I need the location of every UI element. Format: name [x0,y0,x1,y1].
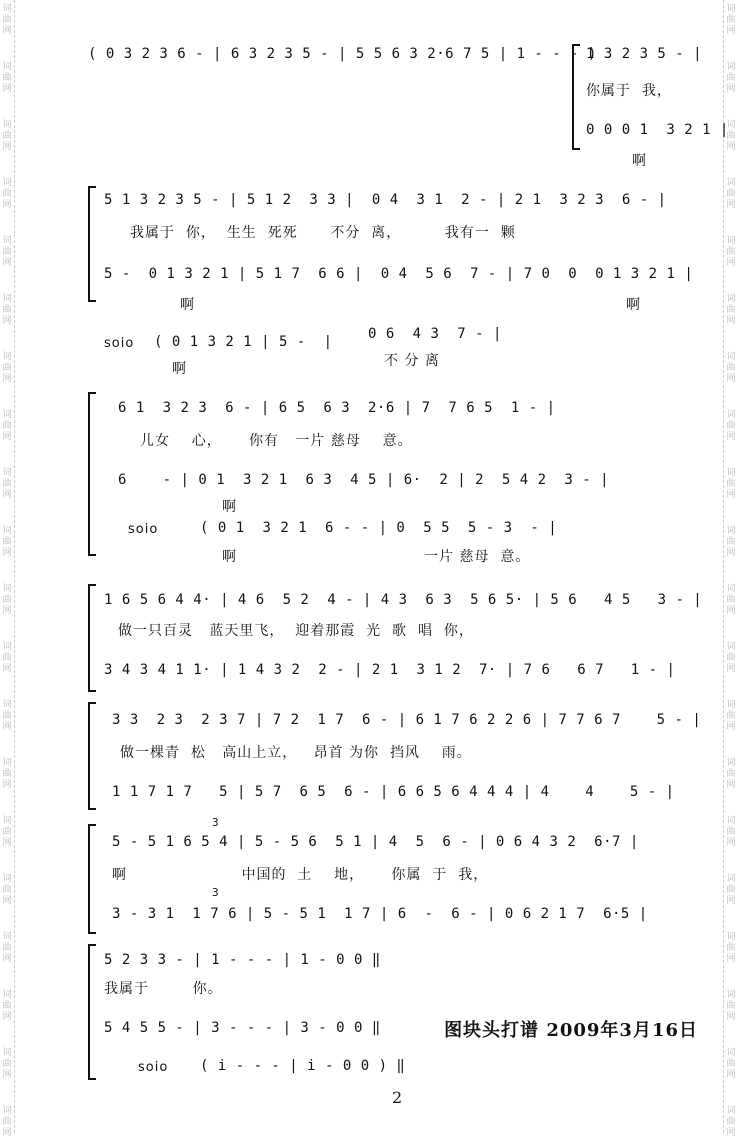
lyrics-line: 啊 中国的 土 地， 你属 于 我， [112,867,489,883]
watermark-text: 词 曲 网 [2,700,12,732]
score-brace [88,392,96,556]
lyrics-line: 啊 [180,297,195,313]
score-line-v2: 0 0 0 1 3 2 1 | [586,122,729,138]
lyrics-line: 啊 [172,361,187,377]
score-line-v2: 6 - | 0 1 3 2 1 6 3 4 5 | 6· 2 | 2 5 4 2 3 - | [118,472,610,488]
watermark-text: 词 曲 网 [2,758,12,790]
watermark-text: 词 曲 网 [726,1048,736,1080]
lyrics-line: 你属于 我， [586,83,672,99]
watermark-text: 词 曲 网 [726,700,736,732]
score-line-solo: ( i - - - | i - 0 0 ) ‖ [200,1058,406,1074]
watermark-text: 词 曲 网 [2,468,12,500]
arranger-signature: 图块头打谱 2009年3月16日 [444,1020,698,1041]
score-line-v2: 5 4 5 5 - | 3 - - - | 3 - 0 0 ‖ [104,1020,381,1036]
watermark-text: 词 曲 网 [2,1048,12,1080]
watermark-text: 词 曲 网 [2,178,12,210]
watermark-text: 词 曲 网 [726,120,736,152]
lyrics-line: 啊 [632,153,647,169]
score-line-solo: ( 0 1 3 2 1 6 - - | 0 5 5 5 - 3 - | [200,520,558,536]
solo-label: soio [104,336,135,351]
watermark-text: 词 曲 网 [726,4,736,36]
lyrics-line: 啊 [626,297,641,313]
watermark-text: 词 曲 网 [726,294,736,326]
watermark-text: 词 曲 网 [2,120,12,152]
triplet-mark: 3 [212,886,220,899]
score-line-v1: 1 6 5 6 4 4· | 4 6 5 2 4 - | 4 3 6 3 5 6 5· | 5 6 4 5 3 - | [104,592,703,608]
watermark-text: 词 曲 网 [726,468,736,500]
score-line-solo: 0 6 4 3 7 - | [368,326,502,342]
watermark-text: 词 曲 网 [726,62,736,94]
lyrics-line: 儿女 心， 你有 一片 慈母 意。 [140,433,413,449]
score-line-solo: ( 0 1 3 2 1 | 5 - | [154,334,333,350]
score-line-v1: 5 1 3 2 3 5 - | 5 1 2 3 3 | 0 4 3 1 2 - | 2 1 3 2 3 6 - | [104,192,667,208]
score-brace [88,584,96,692]
lyrics-line: 啊 [222,549,237,565]
watermark-text: 词 曲 网 [726,874,736,906]
lyrics-line: 我属于 你。 [104,981,223,997]
watermark-text: 词 曲 网 [2,526,12,558]
watermark-text: 词 曲 网 [2,932,12,964]
lyrics-line: 做一只百灵 蓝天里飞， 迎着那霞 光 歌 唱 你， [118,623,474,639]
lyrics-line: 啊 [222,499,237,515]
score-line-intro: ( 0 3 2 3 6 - | 6 3 2 3 5 - | 5 5 6 3 2·6 7 5 | 1 - - - ) [88,46,597,62]
watermark-text: 词 曲 网 [2,236,12,268]
triplet-mark: 3 [212,816,220,829]
score-line-v1: 3 3 2 3 2 3 7 | 7 2 1 7 6 - | 6 1 7 6 2 2 6 | 7 7 6 7 5 - | [112,712,702,728]
watermark-text: 词 曲 网 [2,1106,12,1138]
lyrics-line: 做一棵青 松 高山上立， 昂首 为你 挡风 雨。 [120,745,472,761]
score-brace [88,702,96,810]
solo-label: soio [138,1060,169,1075]
score-brace [88,824,96,934]
watermark-text: 词 曲 网 [2,642,12,674]
right-watermark-strip [723,0,738,1138]
watermark-text: 词 曲 网 [726,410,736,442]
watermark-text: 词 曲 网 [726,932,736,964]
watermark-text: 词 曲 网 [726,990,736,1022]
watermark-text: 词 曲 网 [2,410,12,442]
watermark-text: 词 曲 网 [2,62,12,94]
score-brace [88,186,96,302]
watermark-text: 词 曲 网 [2,294,12,326]
left-watermark-strip [0,0,15,1138]
lyrics-line: 一片 慈母 意。 [424,549,531,565]
watermark-text: 词 曲 网 [726,178,736,210]
solo-label: soio [128,522,159,537]
watermark-text: 词 曲 网 [726,1106,736,1138]
score-line-v2: 5 - 0 1 3 2 1 | 5 1 7 6 6 | 0 4 5 6 7 - | 7 0 0 0 1 3 2 1 | [104,266,694,282]
watermark-text: 词 曲 网 [2,874,12,906]
lyrics-line: 我属于 你， 生生 死死 不分 离， 我有一 颗 [130,225,516,241]
watermark-text: 词 曲 网 [2,4,12,36]
watermark-text: 词 曲 网 [726,758,736,790]
watermark-text: 词 曲 网 [726,236,736,268]
page-number: 2 [392,1088,403,1107]
score-line-v1: 5 2 3 3 - | 1 - - - | 1 - 0 0 ‖ [104,952,381,968]
watermark-text: 词 曲 网 [2,816,12,848]
watermark-text: 词 曲 网 [726,642,736,674]
watermark-text: 词 曲 网 [726,584,736,616]
score-line-v2: 3 4 3 4 1 1· | 1 4 3 2 2 - | 2 1 3 1 2 7· | 7 6 6 7 1 - | [104,662,676,678]
watermark-text: 词 曲 网 [2,990,12,1022]
score-line-v2: 1 1 7 1 7 5 | 5 7 6 5 6 - | 6 6 5 6 4 4 4 | 4 4 5 - | [112,784,675,800]
score-line-v1: 1 3 2 3 5 - | [586,46,703,62]
score-line-v1: 6 1 3 2 3 6 - | 6 5 6 3 2·6 | 7 7 6 5 1 - | [118,400,556,416]
score-brace [572,44,580,150]
watermark-text: 词 曲 网 [726,526,736,558]
watermark-text: 词 曲 网 [2,584,12,616]
score-brace [88,944,96,1080]
score-line-v1: 5 - 5 1 6 5 4 | 5 - 5 6 5 1 | 4 5 6 - | 0 6 4 3 2 6·7 | [112,834,639,850]
watermark-text: 词 曲 网 [726,352,736,384]
watermark-text: 词 曲 网 [726,816,736,848]
lyrics-line: 不 分 离 [384,353,440,369]
score-line-v2: 3 - 3 1 1 7 6 | 5 - 5 1 1 7 | 6 - 6 - | 0 6 2 1 7 6·5 | [112,906,648,922]
watermark-text: 词 曲 网 [2,352,12,384]
